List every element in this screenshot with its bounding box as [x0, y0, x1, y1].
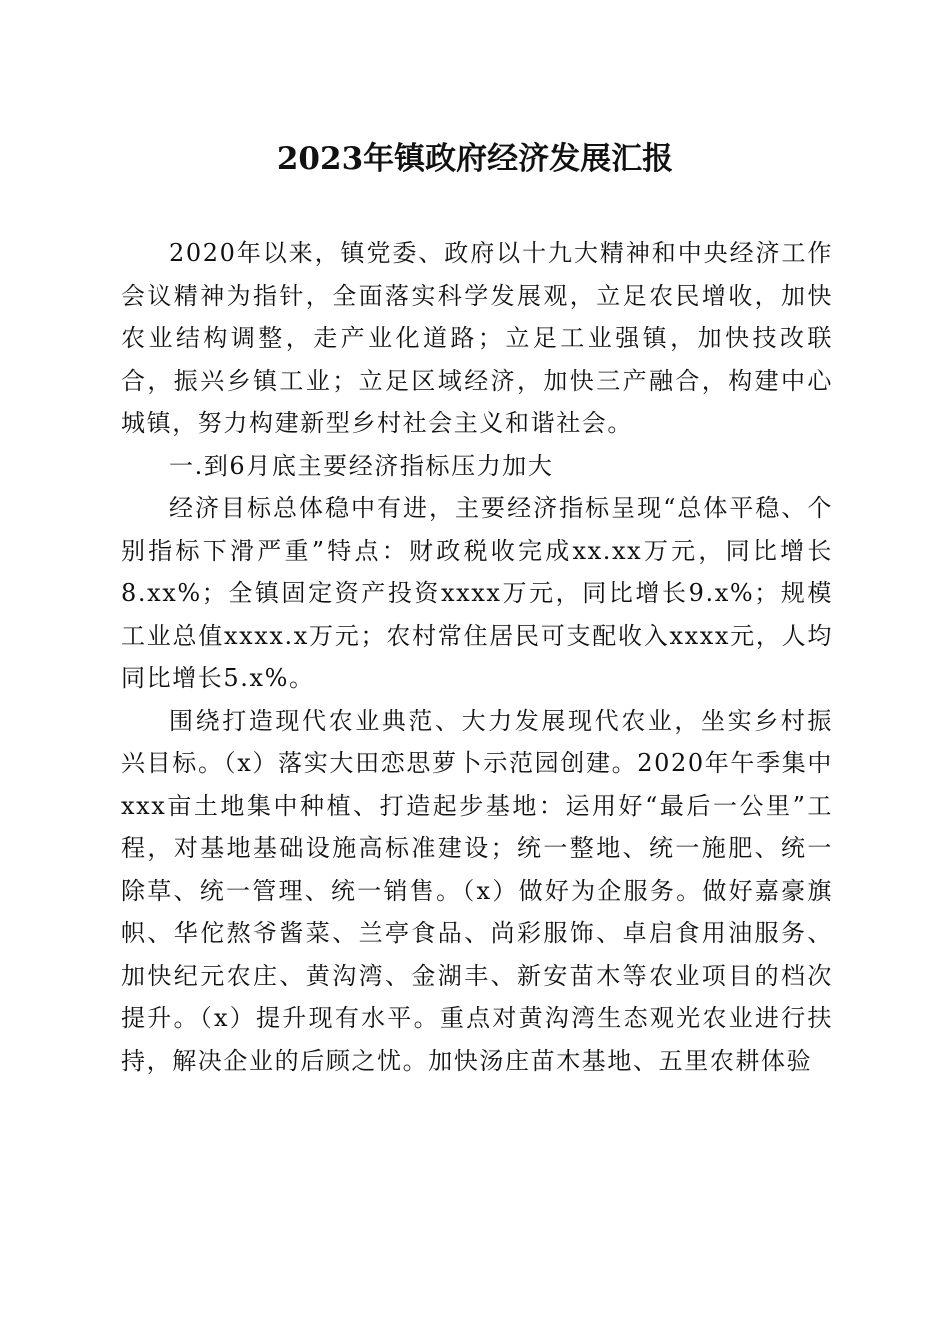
indicators-paragraph: 经济目标总体稳中有进，主要经济指标呈现“总体平稳、个别指标下滑严重”特点：财政税收完成xx.xx万元，同比增长8.xx%；全镇固定资产投资xxxx万元，同比增长9.x%；规模工业总值xxxx.x万元；农村常住居民可支配收入xxxx元，人均同比增长5.x%。: [121, 494, 833, 692]
section-heading: 一.到6月底主要经济指标压力加大: [169, 451, 554, 480]
document-body: [121, 232, 833, 1082]
intro-paragraph: 2020年以来，镇党委、政府以十九大精神和中央经济工作会议精神为指针，全面落实科学发展观，立足农民增收，加快农业结构调整，走产业化道路；立足工业强镇，加快技改联合，振兴乡镇工业；立足区域经济，加快三产融合，构建中心城镇，努力构建新型乡村社会主义和谐社会。: [121, 239, 833, 437]
agriculture-paragraph: 围绕打造现代农业典范、大力发展现代农业，坐实乡村振兴目标。（x）落实大田恋思萝卜示范园创建。2020年午季集中xxx亩土地集中种植、打造起步基地：运用好“最后一公里”工程，对基地基础设施高标准建设；统一整地、统一施肥、统一除草、统一管理、统一销售。（x）做好为企服务。做好嘉豪旗帜、华佗熬爷酱菜、兰亭食品、尚彩服饰、卓启食用油服务、加快纪元农庄、黄沟湾、金湖丰、新安苗木等农业项目的档次提升。（x）提升现有水平。重点对黄沟湾生态观光农业进行扶持，解决企业的后顾之忧。加快汤庄苗木基地、五里农耕体验: [121, 706, 833, 1075]
document-title: 2023年镇政府经济发展汇报: [276, 141, 674, 177]
